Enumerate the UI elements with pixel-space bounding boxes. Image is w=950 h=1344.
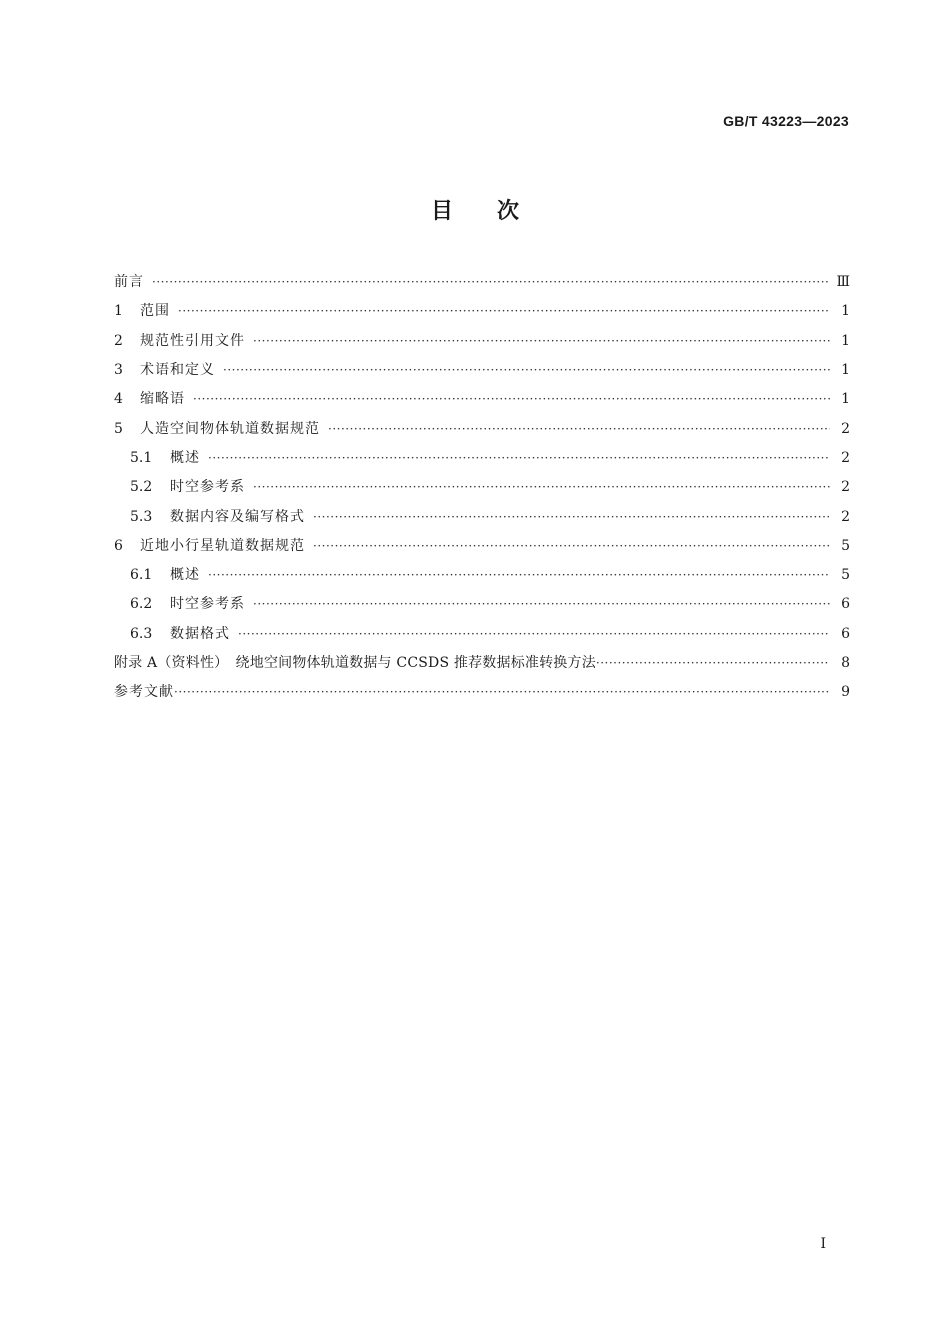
toc-entry-title: 数据内容及编写格式: [170, 508, 305, 525]
toc-leader-dots: [178, 297, 830, 326]
toc-entry-page: 9: [841, 684, 850, 701]
toc-entry-title: 数据格式: [170, 625, 230, 642]
toc-leader-dots: [152, 268, 830, 297]
toc-entry-page: Ⅲ: [836, 274, 850, 291]
toc-entry-3[interactable]: [114, 356, 850, 385]
toc-leader-dots: [193, 385, 830, 414]
toc-entry-number: 1: [114, 303, 123, 320]
toc-entry-number: 2: [114, 332, 123, 349]
toc-entry-4[interactable]: [114, 385, 850, 414]
toc-leader-dots: [313, 532, 830, 561]
standard-code: GB/T 43223—2023: [723, 113, 849, 129]
toc-entry-page: 1: [841, 362, 850, 379]
toc-entry-title: 前言: [114, 274, 144, 291]
toc-entry-6-1[interactable]: [114, 561, 850, 590]
toc-leader-dots: [313, 503, 830, 532]
toc-entry-6-3[interactable]: [114, 620, 850, 649]
toc-leader-dots: [253, 473, 830, 502]
toc-entry-title: 规范性引用文件: [140, 332, 245, 349]
toc-entry-2[interactable]: [114, 327, 850, 356]
toc-entry-page: 1: [841, 303, 850, 320]
toc-entry-number: 6.3: [130, 625, 153, 642]
toc-entry-5[interactable]: [114, 414, 850, 443]
toc-entry-appendix-a[interactable]: [114, 649, 850, 678]
toc-entry-title: 时空参考系: [170, 479, 245, 496]
toc-leader-dots: [253, 590, 830, 619]
toc-entry-page: 1: [841, 332, 850, 349]
toc-entry-number: 4: [114, 391, 123, 408]
toc-entry-page: 1: [841, 391, 850, 408]
toc-entry-5-3[interactable]: [114, 502, 850, 531]
toc-entry-5-1[interactable]: [114, 444, 850, 473]
toc-entry-1[interactable]: [114, 297, 850, 326]
toc-entry-page: 5: [841, 567, 850, 584]
toc-leader-dots: [328, 415, 830, 444]
toc-leader-dots: [596, 649, 830, 678]
toc-entry-page: 6: [841, 596, 850, 613]
toc-entry-5-2[interactable]: [114, 473, 850, 502]
toc-entry-title: 缩略语: [140, 391, 185, 408]
toc-entry-title: 时空参考系: [170, 596, 245, 613]
toc-entry-title: 范围: [140, 303, 170, 320]
toc-entry-title: 近地小行星轨道数据规范: [140, 537, 305, 554]
toc-leader-dots: [208, 561, 830, 590]
toc-entry-number: 5.3: [130, 508, 153, 525]
page-number: Ⅰ: [820, 1236, 826, 1252]
page-title: 目次: [430, 199, 563, 224]
toc-entry-title: 术语和定义: [140, 362, 215, 379]
toc-entry-6-2[interactable]: [114, 590, 850, 619]
toc-leader-dots: [238, 620, 830, 649]
toc-leader-dots: [208, 444, 830, 473]
toc-entry-page: 6: [841, 625, 850, 642]
toc-entry-title: 概述: [170, 567, 200, 584]
toc-entry-page: 5: [841, 537, 850, 554]
toc-entry-title: 附录 A（资料性） 绕地空间物体轨道数据与 CCSDS 推荐数据标准转换方法: [114, 655, 596, 671]
toc-entry-number: 5: [114, 420, 123, 437]
toc-entry-number: 6.2: [130, 596, 153, 613]
toc-entry-number: 6.1: [130, 567, 153, 584]
toc-entry-page: 2: [841, 508, 850, 525]
toc-entry-page: 2: [841, 479, 850, 496]
toc-leader-dots: [174, 678, 830, 707]
toc-entry-number: 6: [114, 537, 123, 554]
toc-entry-bibliography[interactable]: [114, 678, 850, 707]
toc-entry-title: 参考文献: [114, 684, 174, 701]
toc-entry-title: 人造空间物体轨道数据规范: [140, 420, 320, 437]
toc-leader-dots: [253, 327, 830, 356]
toc-entry-6[interactable]: [114, 532, 850, 561]
toc-entry-number: 3: [114, 362, 123, 379]
toc-entry-page: 8: [841, 655, 850, 671]
toc-entry-foreword[interactable]: [114, 268, 850, 297]
toc-leader-dots: [223, 356, 830, 385]
toc-entry-page: 2: [841, 449, 850, 466]
toc-entry-number: 5.2: [130, 479, 153, 496]
toc-entry-page: 2: [841, 420, 850, 437]
toc-entry-number: 5.1: [130, 449, 153, 466]
table-of-contents: [114, 268, 850, 707]
toc-entry-title: 概述: [170, 449, 200, 466]
